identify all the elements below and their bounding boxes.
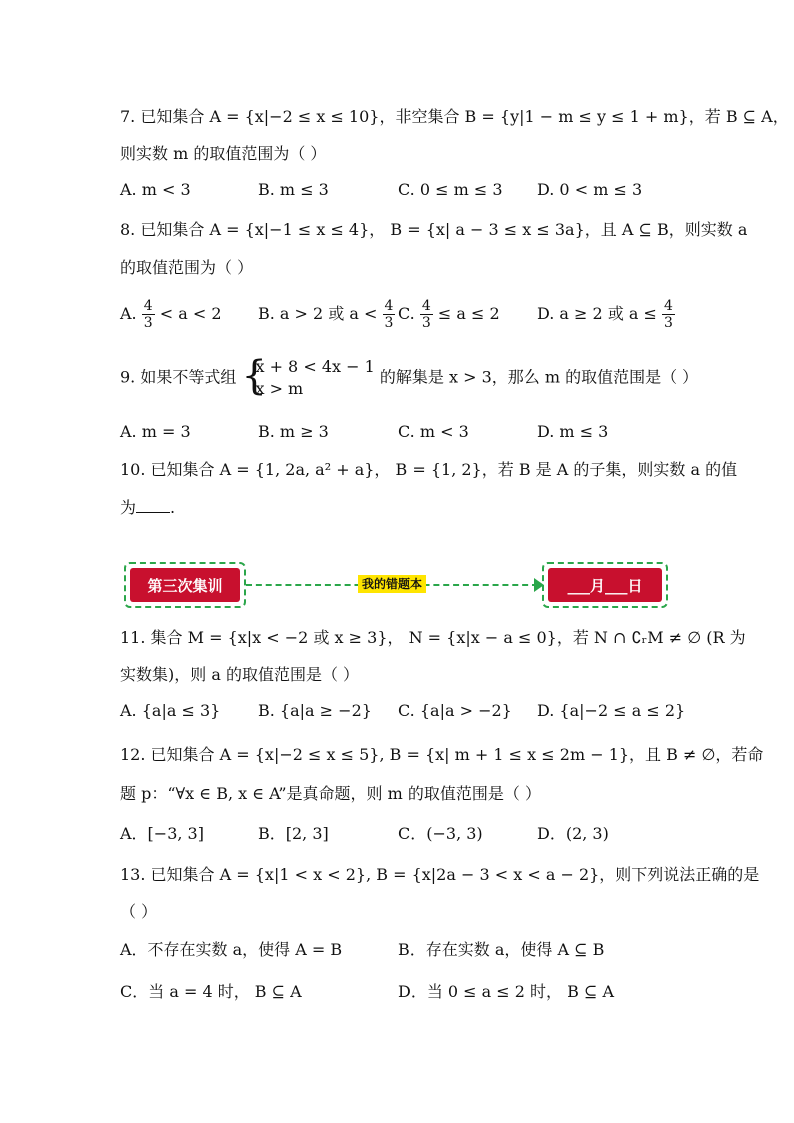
fraction-four-thirds [142, 298, 155, 331]
question-8-option-a [120, 298, 222, 331]
question-7-option-c: C. 0 ≤ m ≤ 3 [398, 180, 503, 199]
question-9-prefix: 9. 如果不等式组 [120, 367, 237, 387]
question-8-stem: 8. 已知集合 A = {x|−1 ≤ x ≤ 4}， B = {x| a − 3 ≤ x ≤ 3a}，且 A ⊆ B，则实数 a [120, 220, 748, 239]
question-7-option-b: B. m ≤ 3 [258, 180, 329, 199]
question-10-stem: 10. 已知集合 A = {1, 2a, a² + a}， B = {1, 2}，若 B 是 A 的子集，则实数 a 的值 [120, 460, 738, 479]
banner-right-box [542, 562, 668, 608]
question-13-option-c: C．当 a = 4 时， B ⊆ A [120, 982, 302, 1001]
question-7-option-d: D. 0 < m ≤ 3 [537, 180, 643, 199]
fraction-numerator: 4 [143, 298, 153, 314]
fraction-numerator: 4 [421, 298, 431, 314]
banner-left-box [124, 562, 246, 608]
question-11-stem: 11. 集合 M = {x|x < −2 或 x ≥ 3}， N = {x|x − a ≤ 0}，若 N ∩ ∁ᵣM ≠ ∅ (R 为 [120, 628, 746, 647]
fraction-denominator: 3 [384, 315, 394, 331]
fraction-denominator: 3 [664, 315, 673, 331]
question-9-option-c: C. m < 3 [398, 422, 469, 441]
option-c-label: C. [398, 304, 415, 323]
inequality-system [241, 353, 375, 400]
option-a-inequality: < a < 2 [159, 304, 222, 323]
question-12-option-b: B．[2, 3] [258, 824, 329, 843]
question-12-option-d: D．(2, 3) [537, 824, 609, 843]
question-9-option-a: A. m = 3 [120, 422, 191, 441]
question-10-period: . [170, 498, 176, 517]
section-banner [124, 562, 668, 608]
question-11-option-a: A. {a|a ≤ 3} [120, 701, 221, 720]
question-9-stem [120, 353, 699, 400]
option-a-label: A. [120, 304, 137, 323]
question-9-option-b: B. m ≥ 3 [258, 422, 329, 441]
fraction-numerator: 4 [384, 298, 394, 314]
question-9-suffix: 的解集是 x > 3，那么 m 的取值范围是（ ） [379, 367, 699, 387]
question-7-stem: 7. 已知集合 A = {x|−2 ≤ x ≤ 10}，非空集合 B = {y|1 − m ≤ y ≤ 1 + m}，若 B ⊆ A， [120, 107, 789, 126]
question-13-stem-cont: （ ） [120, 902, 158, 921]
question-10-stem-cont [120, 496, 714, 520]
question-9-option-d: D. m ≤ 3 [537, 422, 609, 441]
fraction-four-thirds [662, 298, 675, 331]
question-11-option-d: D. {a|−2 ≤ a ≤ 2} [537, 701, 686, 720]
question-10-prefix: 为 [120, 498, 137, 517]
left-brace-icon: { [241, 353, 267, 399]
question-7-stem-cont: 则实数 m 的取值范围为（ ） [120, 144, 327, 163]
fraction-four-thirds [420, 298, 433, 331]
question-12-stem-cont: 题 p：“∀x ∈ B, x ∈ A”是真命题，则 m 的取值范围是（ ） [120, 784, 541, 803]
question-11-option-b: B. {a|a ≥ −2} [258, 701, 372, 720]
question-13-option-a: A．不存在实数 a，使得 A = B [120, 940, 343, 959]
question-12-stem: 12. 已知集合 A = {x|−2 ≤ x ≤ 5}, B = {x| m + 1 ≤ x ≤ 2m − 1}，且 B ≠ ∅，若命 [120, 745, 764, 764]
question-13-stem: 13. 已知集合 A = {x|1 < x < 2}, B = {x|2a − 3 < x < a − 2}，则下列说法正确的是 [120, 865, 760, 884]
fraction-four-thirds [383, 298, 396, 331]
fraction-denominator: 3 [143, 315, 153, 331]
banner-date-label: ___月___日 [548, 568, 662, 602]
question-13-option-d: D．当 0 ≤ a ≤ 2 时， B ⊆ A [398, 982, 615, 1001]
banner-left-label: 第三次集训 [130, 568, 240, 602]
option-b-text: B. a > 2 或 a < [258, 304, 378, 323]
fraction-denominator: 3 [421, 315, 431, 331]
question-11-stem-cont: 实数集)，则 a 的取值范围是（ ） [120, 665, 360, 684]
question-7-option-a: A. m < 3 [120, 180, 191, 199]
answer-blank [136, 498, 170, 513]
question-8-option-c [398, 298, 500, 331]
question-8-option-d [537, 298, 675, 331]
option-d-text: D. a ≥ 2 或 a ≤ [537, 304, 657, 323]
inequality-row-1: x + 8 < 4x − 1 [255, 357, 375, 376]
question-8-stem-cont: 的取值范围为（ ） [120, 258, 254, 277]
fraction-numerator: 4 [664, 298, 673, 314]
banner-middle-tag: 我的错题本 [358, 575, 426, 593]
question-12-option-a: A．[−3, 3] [120, 824, 204, 843]
inequality-row-2: x > m [255, 379, 304, 398]
option-c-inequality: ≤ a ≤ 2 [437, 304, 500, 323]
question-13-option-b: B．存在实数 a，使得 A ⊆ B [398, 940, 605, 959]
question-8-option-b [258, 298, 395, 331]
question-11-option-c: C. {a|a > −2} [398, 701, 512, 720]
question-12-option-c: C．(−3, 3) [398, 824, 483, 843]
